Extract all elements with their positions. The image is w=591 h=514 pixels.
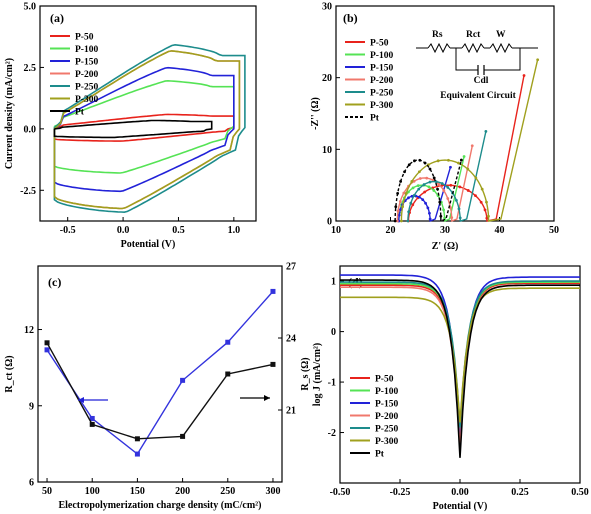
panel-b-legend-label: P-200 (370, 76, 394, 86)
panel-b-point-pt (394, 220, 397, 223)
panel-b-point-p-200 (450, 216, 453, 219)
panel-b-point-p-300 (418, 170, 421, 173)
panel-b-xtick-label: 40 (494, 225, 505, 236)
panel-b-point-p-150 (426, 206, 429, 209)
panel-b-point-p-100 (442, 209, 445, 212)
panel-d-series-p-100 (340, 282, 580, 432)
panel-d (312, 266, 589, 512)
panel-c-xtick-label: 300 (265, 486, 281, 497)
panel-b-point-pt (439, 215, 442, 218)
panel-d-tag: (d) (348, 275, 363, 289)
panel-b-point-p-300 (536, 58, 539, 61)
panel-b-xtick-label: 50 (549, 225, 559, 236)
panel-b-xtick-label: 30 (440, 225, 450, 236)
panel-b-ytick-label: 20 (322, 73, 332, 85)
panel-b-point-pt (408, 163, 411, 166)
panel-b-point-p-250 (441, 182, 444, 185)
circuit-w-element (490, 44, 512, 52)
panel-b-point-p-300 (400, 220, 403, 223)
panel-a-ytick-label: 0.0 (23, 124, 36, 136)
panel-d-ytick-label: 0 (331, 327, 336, 339)
panel-b-xtick-label: 10 (331, 225, 341, 236)
panel-b-ytick-label: 10 (322, 144, 332, 156)
panel-b-point-pt (436, 188, 439, 191)
panel-b-point-p-250 (429, 181, 432, 184)
panel-b-point-p-100 (432, 189, 435, 192)
panel-d-ytick-label: -2 (327, 428, 336, 440)
panel-b-point-p-50 (423, 191, 426, 194)
panel-b-point-p-100 (463, 155, 466, 158)
panel-c (4, 262, 311, 512)
panel-a-xtick-label: -0.5 (59, 225, 76, 236)
panel-b-point-p-250 (413, 194, 416, 197)
panel-b-ytick-label: 0 (327, 216, 332, 228)
panel-b-point-p-250 (455, 199, 458, 202)
panel-b-legend-label: Pt (370, 113, 379, 124)
panel-a (4, 2, 256, 251)
panel-c-ylabel: R_ct (Ω) (4, 355, 15, 393)
panel-b-point-p-250 (407, 210, 410, 213)
panel-c-ytick-label: 12 (24, 325, 34, 337)
panel-c-point-rct (270, 289, 275, 294)
panel-b-point-pt (460, 159, 463, 162)
panel-a-legend-label: P-300 (75, 95, 99, 105)
panel-b-point-p-200 (399, 200, 402, 203)
panel-b-point-pt (438, 201, 441, 204)
panel-b-point-p-150 (429, 218, 432, 221)
panel-b-point-p-200 (437, 183, 440, 186)
panel-b-point-p-300 (447, 159, 450, 162)
panel-b-point-p-150 (449, 166, 452, 169)
panel-b-point-pt (403, 170, 406, 173)
panel-c-xtick-label: 200 (175, 486, 191, 497)
panel-a-tag: (a) (50, 11, 64, 25)
panel-b-point-p-150 (428, 212, 431, 215)
circuit-wire (484, 48, 520, 70)
panel-b-point-p-300 (485, 201, 488, 204)
panel-c-point-rct (135, 452, 140, 457)
panel-c-point-rs (270, 362, 275, 367)
panel-c-tag: (c) (48, 275, 62, 289)
panel-a-ylabel: Current density (mA/cm²) (4, 57, 15, 170)
panel-d-legend-label: P-200 (375, 412, 399, 422)
panel-b-ylabel: -Z'' (Ω) (310, 97, 321, 130)
panel-b-point-pt (433, 177, 436, 180)
panel-c-point-rs (180, 434, 185, 439)
panel-c-point-rct (180, 378, 185, 383)
panel-b-point-p-250 (446, 186, 449, 189)
panel-b-point-p-300 (481, 188, 484, 191)
panel-b-point-p-150 (418, 196, 421, 199)
panel-b-point-p-250 (407, 220, 410, 223)
panel-b-point-p-200 (442, 189, 445, 192)
panel-b-point-pt (396, 192, 399, 195)
panel-d-legend-label: P-250 (375, 424, 399, 435)
panel-d-xtick-label: 0.50 (571, 487, 589, 498)
panel-b-ytick-label: 30 (322, 1, 332, 13)
circuit-rct-resistor (462, 44, 484, 52)
panel-b-point-p-250 (484, 130, 487, 133)
panel-c-point-rs (225, 372, 230, 377)
panel-b-legend-label: P-50 (370, 38, 389, 49)
panel-c-rs-arrowhead (264, 395, 270, 401)
panel-b-point-p-300 (487, 215, 490, 218)
panel-b-point-p-50 (458, 186, 461, 189)
panel-d-ytick-label: -1 (327, 377, 336, 389)
panel-b-point-p-150 (424, 202, 427, 205)
panel-b-point-pt (429, 168, 432, 171)
panel-a-ytick-label: 5.0 (23, 1, 36, 13)
panel-b-tag: (b) (343, 11, 358, 25)
panel-b-point-p-150 (421, 198, 424, 201)
panel-c-y2tick-label: 21 (286, 405, 296, 417)
panel-d-xlabel: Potential (V) (432, 501, 488, 512)
panel-c-point-rs (135, 436, 140, 441)
panel-a-legend-label: P-100 (75, 45, 99, 55)
panel-c-series-rs (47, 343, 273, 439)
panel-d-legend-label: P-100 (375, 387, 399, 397)
panel-b-point-pt (399, 180, 402, 183)
panel-a-legend-label: Pt (75, 107, 84, 118)
panel-d-xtick-label: -0.50 (329, 487, 351, 498)
circuit-rct-label: Rct (466, 30, 481, 40)
panel-b-point-p-250 (423, 183, 426, 186)
panel-d-xtick-label: 0.00 (451, 487, 469, 498)
panel-c-ylabel2: R_s (Ω) (300, 357, 311, 391)
circuit-cdl-label: Cdl (473, 76, 489, 86)
panel-d-legend-label: P-150 (375, 399, 399, 410)
panel-a-legend-label: P-150 (75, 57, 99, 68)
circuit-rs-label: Rs (432, 30, 443, 40)
panel-c-series-rct (47, 291, 273, 454)
panel-a-xtick-label: 0.5 (172, 225, 185, 236)
panel-b-point-pt (418, 159, 421, 162)
panel-b-point-p-50 (474, 194, 477, 197)
panel-b-point-p-50 (480, 201, 483, 204)
panel-d-legend-label: P-300 (375, 437, 399, 447)
panel-d-legend-label: P-50 (375, 374, 394, 385)
panel-b-series-p-300 (401, 60, 537, 221)
panel-d-xtick-label: 0.25 (511, 487, 529, 498)
panel-b-point-p-300 (474, 177, 477, 180)
panel-b-point-p-300 (466, 168, 469, 171)
panel-b-point-p-200 (425, 177, 428, 180)
panel-b-point-p-300 (401, 205, 404, 208)
panel-a-xtick-label: 1.0 (227, 225, 241, 236)
panel-b-legend-label: P-300 (370, 101, 394, 111)
panel-b-point-p-250 (459, 217, 462, 220)
panel-b-point-p-150 (407, 196, 410, 199)
panel-b-point-p-300 (437, 159, 440, 162)
panel-b-point-p-50 (523, 74, 526, 77)
panel-d-legend-label: Pt (375, 449, 384, 460)
panel-a-legend-label: P-250 (75, 82, 99, 93)
panel-b-legend-label: P-100 (370, 51, 394, 61)
panel-a-legend-label: P-200 (75, 70, 99, 80)
circuit-rs-resistor (428, 44, 450, 52)
panel-c-point-rct (45, 347, 50, 352)
panel-b-point-p-200 (419, 177, 422, 180)
circuit-caption: Equivalent Circuit (440, 91, 516, 101)
panel-c-y2tick-label: 24 (286, 333, 296, 345)
panel-b-point-p-300 (405, 192, 408, 195)
panel-c-ytick-label: 9 (29, 401, 34, 413)
panel-a-xlabel: Potential (V) (120, 239, 176, 250)
panel-d-ytick-label: 1 (331, 276, 336, 288)
panel-b-frame (336, 6, 554, 221)
panel-c-xtick-label: 50 (42, 486, 53, 497)
panel-b-point-p-200 (446, 197, 449, 200)
circuit-w-label: W (496, 30, 506, 40)
panel-b-point-p-250 (417, 188, 420, 191)
panel-b-point-p-100 (412, 186, 415, 189)
equivalent-circuit-inset (416, 30, 538, 101)
panel-c-point-rs (45, 340, 50, 345)
panel-b-point-p-300 (457, 162, 460, 165)
panel-a-xtick-label: 0.0 (116, 225, 130, 236)
panel-c-point-rs (90, 422, 95, 427)
panel-c-xtick-label: 250 (220, 486, 236, 497)
panel-a-ytick-label: 2.5 (23, 62, 36, 74)
panel-c-ytick-label: 6 (29, 477, 34, 489)
panel-b-point-p-200 (397, 210, 400, 213)
panel-b-point-p-250 (409, 202, 412, 205)
panel-b-point-p-50 (467, 189, 470, 192)
panel-c-xlabel: Electropolymerization charge density (mC/cm²) (58, 500, 262, 511)
panel-c-xtick-label: 150 (129, 486, 145, 497)
panel-b-xlabel: Z' (Ω) (431, 241, 459, 252)
panel-b-legend-label: P-250 (370, 88, 394, 99)
panel-d-ylabel: log J (mA/cm²) (312, 342, 323, 407)
panel-b-point-pt (424, 162, 427, 165)
panel-b-point-p-100 (428, 186, 431, 189)
panel-c-xtick-label: 100 (84, 486, 100, 497)
panel-b-point-p-50 (484, 209, 487, 212)
panel-a-ytick-label: -2.5 (20, 185, 36, 197)
panel-b-point-pt (413, 159, 416, 162)
panel-c-y2tick-label: 27 (286, 261, 296, 273)
panel-b-point-p-300 (410, 180, 413, 183)
panel-b-point-p-200 (471, 144, 474, 147)
panel-b-point-p-50 (449, 184, 452, 187)
panel-b-point-pt (394, 205, 397, 208)
panel-b-legend-label: P-150 (370, 63, 394, 74)
panel-b-point-p-250 (458, 207, 461, 210)
circuit-wire (456, 48, 478, 70)
panel-c-frame (38, 266, 282, 482)
panel-c-point-rct (225, 340, 230, 345)
panel-d-xtick-label: -0.25 (389, 487, 411, 498)
panel-b-point-p-100 (417, 184, 420, 187)
panel-b (310, 2, 559, 253)
panel-b-xtick-label: 20 (385, 225, 396, 236)
panel-a-legend-label: P-50 (75, 32, 94, 43)
